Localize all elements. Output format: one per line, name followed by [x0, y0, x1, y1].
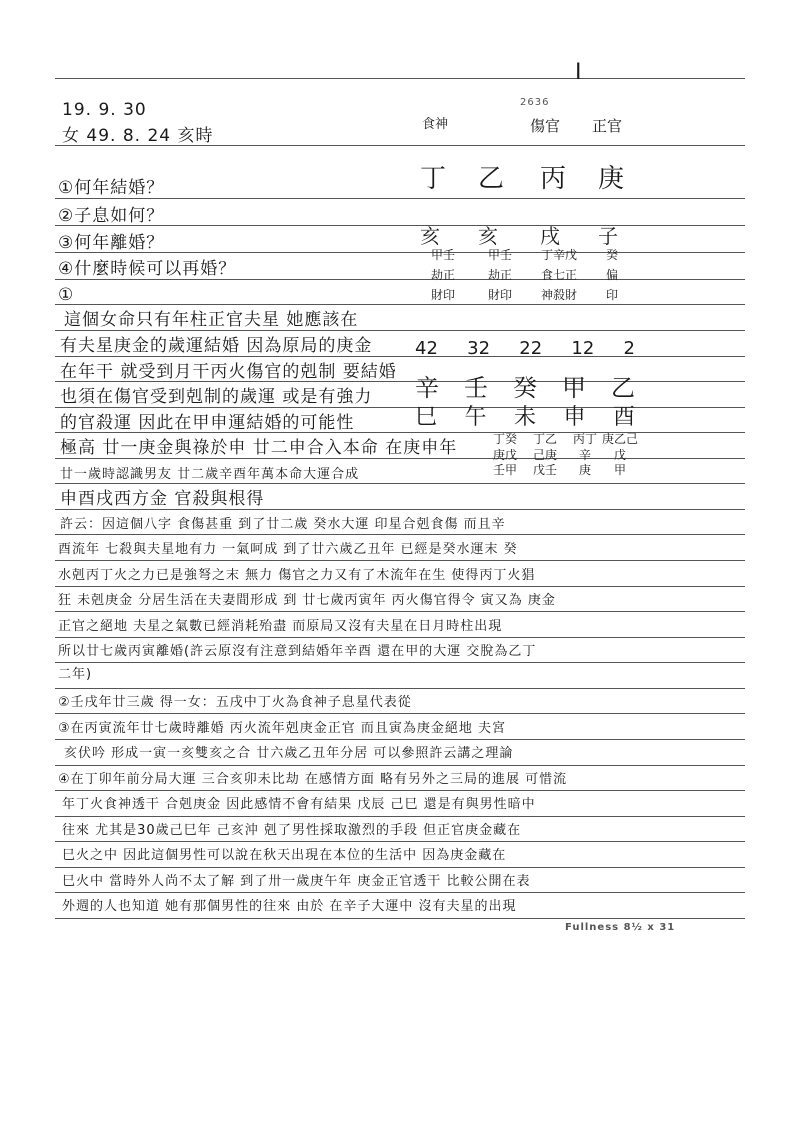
- ruled-line: [55, 304, 745, 305]
- dayun-note-line: 庚戊: [492, 447, 517, 462]
- ruled-line: [55, 509, 745, 510]
- dayun-note: [485, 432, 525, 479]
- ruled-line: [55, 892, 745, 893]
- hour-hidden-stems: 甲壬: [430, 248, 455, 262]
- ruled-line: [55, 483, 745, 484]
- answer1-line: 極高 廿一庚金與祿於申 廿二申合入本命 在庚申年: [60, 438, 458, 458]
- ruled-line: [55, 739, 745, 740]
- ruled-line: [55, 611, 745, 612]
- answer4-line: 年丁火食神透干 合剋庚金 因此感情不會有結果 戊辰 己巳 還是有與男性暗中: [62, 797, 536, 812]
- answer1-line: 也須在傷官受到剋制的歲運 或是有強力: [60, 387, 373, 407]
- dayun-stem: 辛: [415, 374, 439, 402]
- ruled-line: [55, 534, 745, 535]
- dayun-note-line: 甲: [613, 463, 626, 478]
- answer4-line: 巳火之中 因此這個男性可以說在秋天出現在本位的生活中 因為庚金藏在: [62, 848, 507, 863]
- hour-branch: 亥: [420, 224, 440, 248]
- ten-god-year: 正官: [592, 117, 623, 135]
- year-hidden-gods: 偏: [605, 268, 618, 282]
- answer3-line: ③在丙寅流年廿七歲時離婚 丙火流年剋庚金正官 而且寅為庚金絕地 夫宮: [58, 721, 507, 736]
- question-3: ③何年離婚？: [58, 233, 165, 253]
- dayun-note: [600, 432, 640, 479]
- answer2: ②壬戌年廿三歲 得一女：五戌中丁火為食神子息星代表從: [58, 695, 412, 710]
- ten-god-hour: 食神: [421, 117, 448, 132]
- dayun-age: 2: [623, 338, 635, 359]
- ruled-line: [55, 458, 745, 459]
- month-stem: 丙: [540, 164, 567, 194]
- answer4-line: 往來 尤其是30歲己巳年 己亥沖 剋了男性採取激烈的手段 但正官庚金藏在: [62, 823, 522, 838]
- dayun-note-line: 庚乙己: [601, 432, 638, 446]
- dayun-age: 42: [415, 338, 438, 359]
- ruled-line: [55, 662, 745, 663]
- dayun-note-line: 丁癸: [492, 432, 517, 446]
- birth-data: 女 49. 8. 24 亥時: [62, 126, 214, 146]
- commentary-line: 酉流年 七殺與夫星地有力 一氣呵成 到了廿六歲乙丑年 已經是癸水運末 癸: [58, 542, 518, 557]
- answer4-line: 巳火中 當時外人尚不太了解 到了卅一歲庚午年 庚金正官透干 比較公開在表: [62, 874, 531, 889]
- day-hidden-gods-2: 財印: [487, 288, 512, 302]
- dayun-stem: 癸: [513, 374, 537, 402]
- ruled-line: [55, 356, 745, 357]
- commentary-line: 水剋丙丁火之力已是強弩之末 無力 傷官之力又有了木流年在生 使得丙丁火猖: [58, 568, 536, 583]
- month-branch: 戌: [540, 224, 560, 248]
- day-hidden-gods: 劫正: [487, 268, 512, 282]
- month-hidden-gods-2: 神殺財: [540, 288, 577, 302]
- answer4-line: ④在丁卯年前分局大運 三合亥卯未比劫 在感情方面 略有另外之三局的進展 可惜流: [58, 772, 568, 787]
- dayun-stem: 壬: [464, 374, 488, 402]
- ruled-line: [55, 713, 745, 714]
- hour-hidden-gods: 劫正: [430, 268, 455, 282]
- commentary-line: 許云：因這個八字 食傷甚重 到了廿二歲 癸水大運 印星合剋食傷 而且辛: [60, 517, 506, 532]
- paper-brand: Fullness 8½ x 31: [565, 922, 676, 933]
- answer1-marker: ①: [58, 285, 75, 305]
- ruled-line: [55, 816, 745, 817]
- ruled-line: [55, 918, 745, 919]
- dayun-note-line: 丙丁: [572, 432, 597, 446]
- dayun-note-line: 辛: [578, 447, 591, 462]
- ten-god-month: 傷官: [530, 117, 561, 135]
- answer1-line: 在年干 就受到月干丙火傷官的剋制 要結婚: [60, 362, 397, 382]
- commentary-line: 正官之絕地 夫星之氣數已經消耗殆盡 而原局又沒有夫星在日月時柱出現: [58, 619, 503, 634]
- dayun-note-line: 庚: [578, 463, 591, 478]
- dayun-age: 32: [467, 338, 491, 359]
- commentary-line: 狂 未剋庚金 分居生活在夫妻間形成 到 廿七歲丙寅年 丙火傷官得令 寅又為 庚金: [58, 593, 556, 608]
- month-hidden-gods: 食七正: [540, 268, 577, 282]
- question-1: ①何年結婚？: [58, 178, 165, 198]
- year-branch: 子: [598, 224, 618, 248]
- dayun-note-line: 己庚: [532, 447, 557, 462]
- hour-hidden-gods-2: 財印: [430, 288, 455, 302]
- ruled-line: [55, 688, 745, 689]
- ruled-line: [55, 407, 745, 408]
- day-branch: 亥: [478, 224, 498, 248]
- answer1-line: 申酉戌西方金 官殺與根得: [60, 489, 265, 509]
- dayun-branch: 申: [563, 405, 586, 430]
- commentary-line: 二年): [58, 667, 93, 682]
- page-number: I: [575, 60, 583, 85]
- dayun-ages: [415, 338, 635, 359]
- ruled-line: [55, 841, 745, 842]
- day-hidden-stems: 甲壬: [487, 248, 512, 262]
- year-hidden-gods-2: 印: [605, 288, 618, 302]
- ruled-line: [55, 279, 745, 280]
- day-stem: 乙: [478, 164, 505, 194]
- dayun-branch: 巳: [415, 405, 438, 430]
- dayun-age: 12: [571, 338, 595, 359]
- hour-stem: 丁: [420, 164, 447, 194]
- ruled-line: [55, 637, 745, 638]
- dayun-stem: 乙: [611, 374, 635, 402]
- dayun-branch: 酉: [612, 405, 635, 430]
- answer4-line: 外週的人也知道 她有那個男性的往來 由於 在辛子大運中 沒有夫星的出現: [62, 899, 517, 914]
- ruled-line: [55, 560, 745, 561]
- question-4: ④什麼時候可以再婚？: [58, 259, 237, 279]
- ruled-line: [55, 867, 745, 868]
- ruled-line: [55, 765, 745, 766]
- question-2: ②子息如何？: [58, 206, 165, 226]
- year-stem: 庚: [598, 164, 625, 194]
- answer3-line: 亥伏吟 形成一寅一亥雙亥之合 廿六歲乙丑年分居 可以參照許云講之理論: [64, 746, 514, 761]
- year-hidden-stems: 癸: [605, 248, 618, 262]
- answer1-line: 的官殺運 因此在甲申運結婚的可能性: [60, 413, 355, 433]
- ruled-line: [55, 78, 745, 79]
- answer1-line: 廿一歲時認識男友 廿二歲辛酉年萬本命大運合成: [60, 467, 360, 482]
- dayun-note-line: 戊: [613, 447, 626, 462]
- dayun-note-line: 壬甲: [492, 463, 517, 478]
- dayun-note: [525, 432, 565, 479]
- dayun-age: 22: [519, 338, 543, 359]
- month-hidden-stems: 丁辛戊: [540, 248, 577, 262]
- top-mark: 2636: [520, 97, 550, 108]
- ruled-line: [55, 198, 745, 199]
- dayun-branch: 未: [513, 405, 536, 430]
- answer1-line: 有夫星庚金的歲運結婚 因為原局的庚金: [60, 336, 373, 356]
- dayun-branches: [415, 400, 635, 431]
- dayun-note-line: 戊壬: [532, 463, 557, 478]
- dayun-stem: 甲: [562, 374, 586, 402]
- dayun-branch: 午: [464, 405, 487, 430]
- dayun-note: [565, 432, 605, 479]
- answer1-line: 這個女命只有年柱正官夫星 她應該在: [64, 310, 359, 330]
- entry-date: 19. 9. 30: [62, 100, 147, 120]
- ruled-line: [55, 586, 745, 587]
- ruled-line: [55, 790, 745, 791]
- dayun-note-line: 丁乙: [532, 432, 557, 446]
- commentary-line: 所以廿七歲丙寅離婚(許云原沒有注意到結婚年辛酉 還在甲的大運 交脫為乙丁: [58, 644, 537, 659]
- ruled-line: [55, 330, 745, 331]
- dayun-stems: [415, 368, 635, 403]
